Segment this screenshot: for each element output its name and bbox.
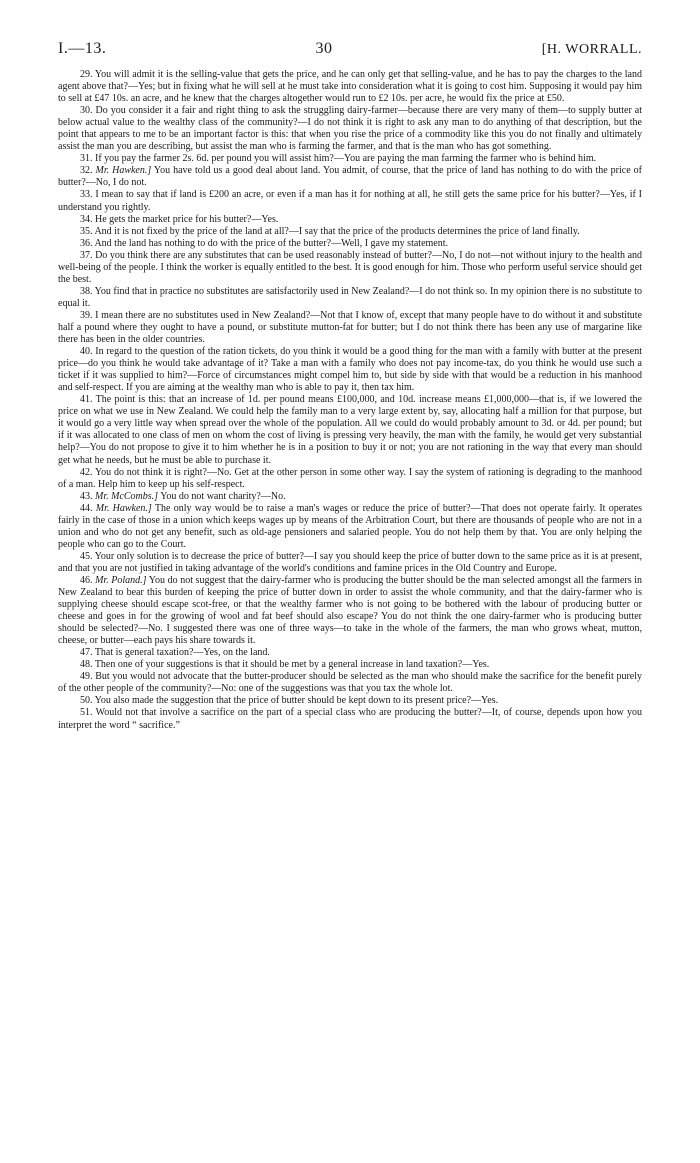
question-number: 46. — [80, 574, 93, 586]
question-text: Do you consider it a fair and right thing to ask the struggling dairy-farmer—because there are very many of them—to supply butter at below actual value to the wealthy class of the community?—I do not think it is right to ask any man to do anything of that description, but the point that appears to me to be an important factor is this: that when you rise the price of a commodity like this you do not finally and ultimately assist the man you are describing, but assist the man who is farming the farmer, and that is the man who has got something. — [58, 105, 643, 153]
question-paragraph — [58, 286, 642, 310]
question-paragraph — [58, 491, 642, 503]
question-number: 34. — [80, 213, 93, 225]
question-text: The only way would be to raise a man's wages or reduce the price of butter?—That does not operate fairly. It operates fairly in the case of those in a union which keeps wages up by means of the Arbitration Court, but there are thousands of people who are not in a union and who do not get any benefit, such as old-age pensioners and salaried people. You do not help them by that. You are only helping the people who can go to the Court. — [58, 502, 643, 550]
question-number: 36. — [80, 237, 93, 249]
question-number: 40. — [80, 346, 93, 358]
witness-name: [H. WORRALL. — [541, 42, 642, 57]
question-text: You do not suggest that the dairy-farmer who is producing the butter should be the man selected amongst all the farmers in New Zealand to bear this burden of keeping the price of butter down in order to assist the whole community, and that the dairy-farmer who is supplying cheese should escape scot-free, or that the wealthy farmer who is not going to be bothered with the labour of producing butter or cheese and goes in for the growing of wool and fat beef should also escape? You do not think the one dairy-farmer who is producing butter should be selected?—No. I suggested there was one of three ways—to take in the whole of the farmers, the man who grows wheat, mutton, cheese, or butter—each pays his share towards it. — [58, 574, 642, 647]
question-number: 43. — [80, 490, 93, 502]
question-paragraph — [58, 707, 642, 731]
question-paragraph — [58, 105, 642, 153]
question-paragraph — [58, 647, 642, 659]
question-paragraph — [58, 250, 642, 286]
question-number: 30. — [80, 105, 93, 117]
question-text: In regard to the question of the ration tickets, do you think it would be a good thing for the man with a family with butter at the present price—do you think he would take advantage of it? Take a man with a family who does not pay income-tax, do you think he would use such a ticket if it was supplied to him?—Force of circumstances might compel him to, but side by side with that would be a reduction in his manhood and self-respect. If you are aiming at the wealthy man who is able to pay it, then tax him. — [58, 346, 643, 394]
speaker-name: Mr. Hawken.] — [95, 502, 152, 514]
question-number: 33. — [80, 189, 93, 201]
speaker-name: Mr. Poland.] — [95, 574, 147, 586]
question-text: I mean to say that if land is £200 an acre, or even if a man has it for nothing at all, he still gets the same price for his butter?—Yes, if I understand you rightly. — [58, 189, 642, 213]
question-number: 41. — [80, 394, 93, 406]
question-number: 35. — [80, 225, 93, 237]
question-paragraph — [58, 69, 642, 105]
question-paragraph — [58, 165, 642, 189]
question-text: Then one of your suggestions is that it should be met by a general increase in land taxation?—Yes. — [94, 659, 490, 671]
question-paragraph — [58, 394, 642, 466]
question-number: 47. — [80, 647, 93, 659]
question-text: You will admit it is the selling-value that gets the price, and he can only get that selling-value, and he has to pay the charges to the land agent above that?—Yes; but in fixing what he will sell at he must take into consideration what it is going to cost him. Supposing it would pay him to sell at £47 10s. an acre, and he knew that the charges altogether would run to £2 10s. per acre, he would fix the price at £50. — [58, 69, 642, 105]
question-number: 48. — [80, 659, 93, 671]
question-paragraph — [58, 226, 642, 238]
question-paragraph — [58, 189, 642, 213]
question-number: 50. — [80, 695, 93, 707]
question-text: Your only solution is to decrease the price of butter?—I say you should keep the price of butter down to the same price as it is at present, and that you are not justified in taking advantage of the world's conditions and famine prices in the Old Country and Europe. — [58, 550, 642, 574]
question-text: Do you think there are any substitutes that can be used reasonably instead of butter?—No, I do not—not without injury to the health and well-being of the people. I think the worker is equally entitled to the best. It is good enough for him. Those who perform useful service should get the best. — [58, 249, 643, 285]
question-text: Would not that involve a sacrifice on the part of a special class who are producing the butter?—It, of course, depends upon how you interpret the word “ sacrifice.” — [58, 707, 643, 731]
question-text: You also made the suggestion that the price of butter should be kept down to its present price?—Yes. — [94, 695, 499, 707]
page-number: 30 — [315, 40, 333, 57]
question-number: 37. — [80, 249, 93, 261]
speaker-name: Mr. Hawken.] — [95, 165, 152, 177]
question-text: If you pay the farmer 2s. 6d. per pound you will assist him?—You are paying the man farming the farmer who is behind him. — [95, 153, 597, 165]
question-paragraph — [58, 467, 642, 491]
question-number: 49. — [80, 671, 93, 683]
question-number: 32. — [80, 165, 93, 177]
question-paragraph — [58, 153, 642, 165]
question-paragraph — [58, 551, 642, 575]
question-text: You do not think it is right?—No. Get at the other person in some other way. I say the system of rationing is degrading to the manhood of a man. Help him to keep up his self-respect. — [58, 466, 642, 490]
document-body — [58, 69, 642, 732]
question-number: 44. — [80, 502, 93, 514]
question-number: 45. — [80, 550, 93, 562]
question-text: You find that in practice no substitutes are satisfactorily used in New Zealand?—I do not think so. In my opinion there is no substitute to equal it. — [58, 285, 642, 309]
question-text: You do not want charity?—No. — [160, 490, 286, 502]
paper-reference: I.—13. — [58, 40, 107, 57]
question-number: 31. — [80, 153, 93, 165]
speaker-name: Mr. McCombs.] — [95, 490, 159, 502]
question-text: The point is this: that an increase of 1d. per pound means £100,000, and 10d. increase means £1,000,000—that is, if we lowered the price on what we use in New Zealand. We could help the family man to a very large extent by, say, allocating half a million for that purpose, but it would go a very little way when spread over the whole of the population. All we could do would probably amount to 3d. or 4d. per pound; but if it was allocated to one class of men on whom the cost of living is pressing very heavily, the man with the family, he would get very substantial help?—You do not propose to give it to him whether he is in a position to buy it or not; you are not rationing in the way that every man should get what he needs, but he must be able to purchase it. — [58, 394, 642, 466]
question-paragraph — [58, 214, 642, 226]
question-text: And it is not fixed by the price of the land at all?—I say that the price of the products determines the price of land finally. — [94, 225, 580, 237]
question-paragraph — [58, 238, 642, 250]
question-number: 29. — [80, 69, 93, 80]
question-text: He gets the market price for his butter?—Yes. — [95, 213, 279, 225]
question-paragraph — [58, 695, 642, 707]
question-paragraph — [58, 671, 642, 695]
question-number: 38. — [80, 285, 93, 297]
question-number: 51. — [80, 707, 93, 719]
question-text: But you would not advocate that the butter-producer should be selected as the man who should make the sacrifice for the benefit purely of the other people of the community?—No: one of the suggestions was that you tax the whole lot. — [58, 671, 643, 695]
question-paragraph — [58, 575, 642, 647]
question-text: That is general taxation?—Yes, on the land. — [94, 647, 270, 659]
question-paragraph — [58, 346, 642, 394]
page-header — [58, 40, 642, 62]
question-text: I mean there are no substitutes used in New Zealand?—Not that I know of, except that many people have to do without it and substitute half a pound where they ought to have a pound, or substitute mutton-fat for butter; but I do not think there has been any use of margarine like there has been in the older countries. — [58, 309, 643, 346]
question-text: And the land has nothing to do with the price of the butter?—Well, I gave my statement. — [94, 237, 449, 249]
question-paragraph — [58, 503, 642, 551]
question-number: 39. — [80, 309, 93, 321]
question-paragraph — [58, 659, 642, 671]
question-number: 42. — [80, 466, 93, 478]
question-paragraph — [58, 310, 642, 346]
question-text: You have told us a good deal about land. You admit, of course, that the price of land has nothing to do with the price of butter?—No, I do not. — [58, 165, 642, 189]
